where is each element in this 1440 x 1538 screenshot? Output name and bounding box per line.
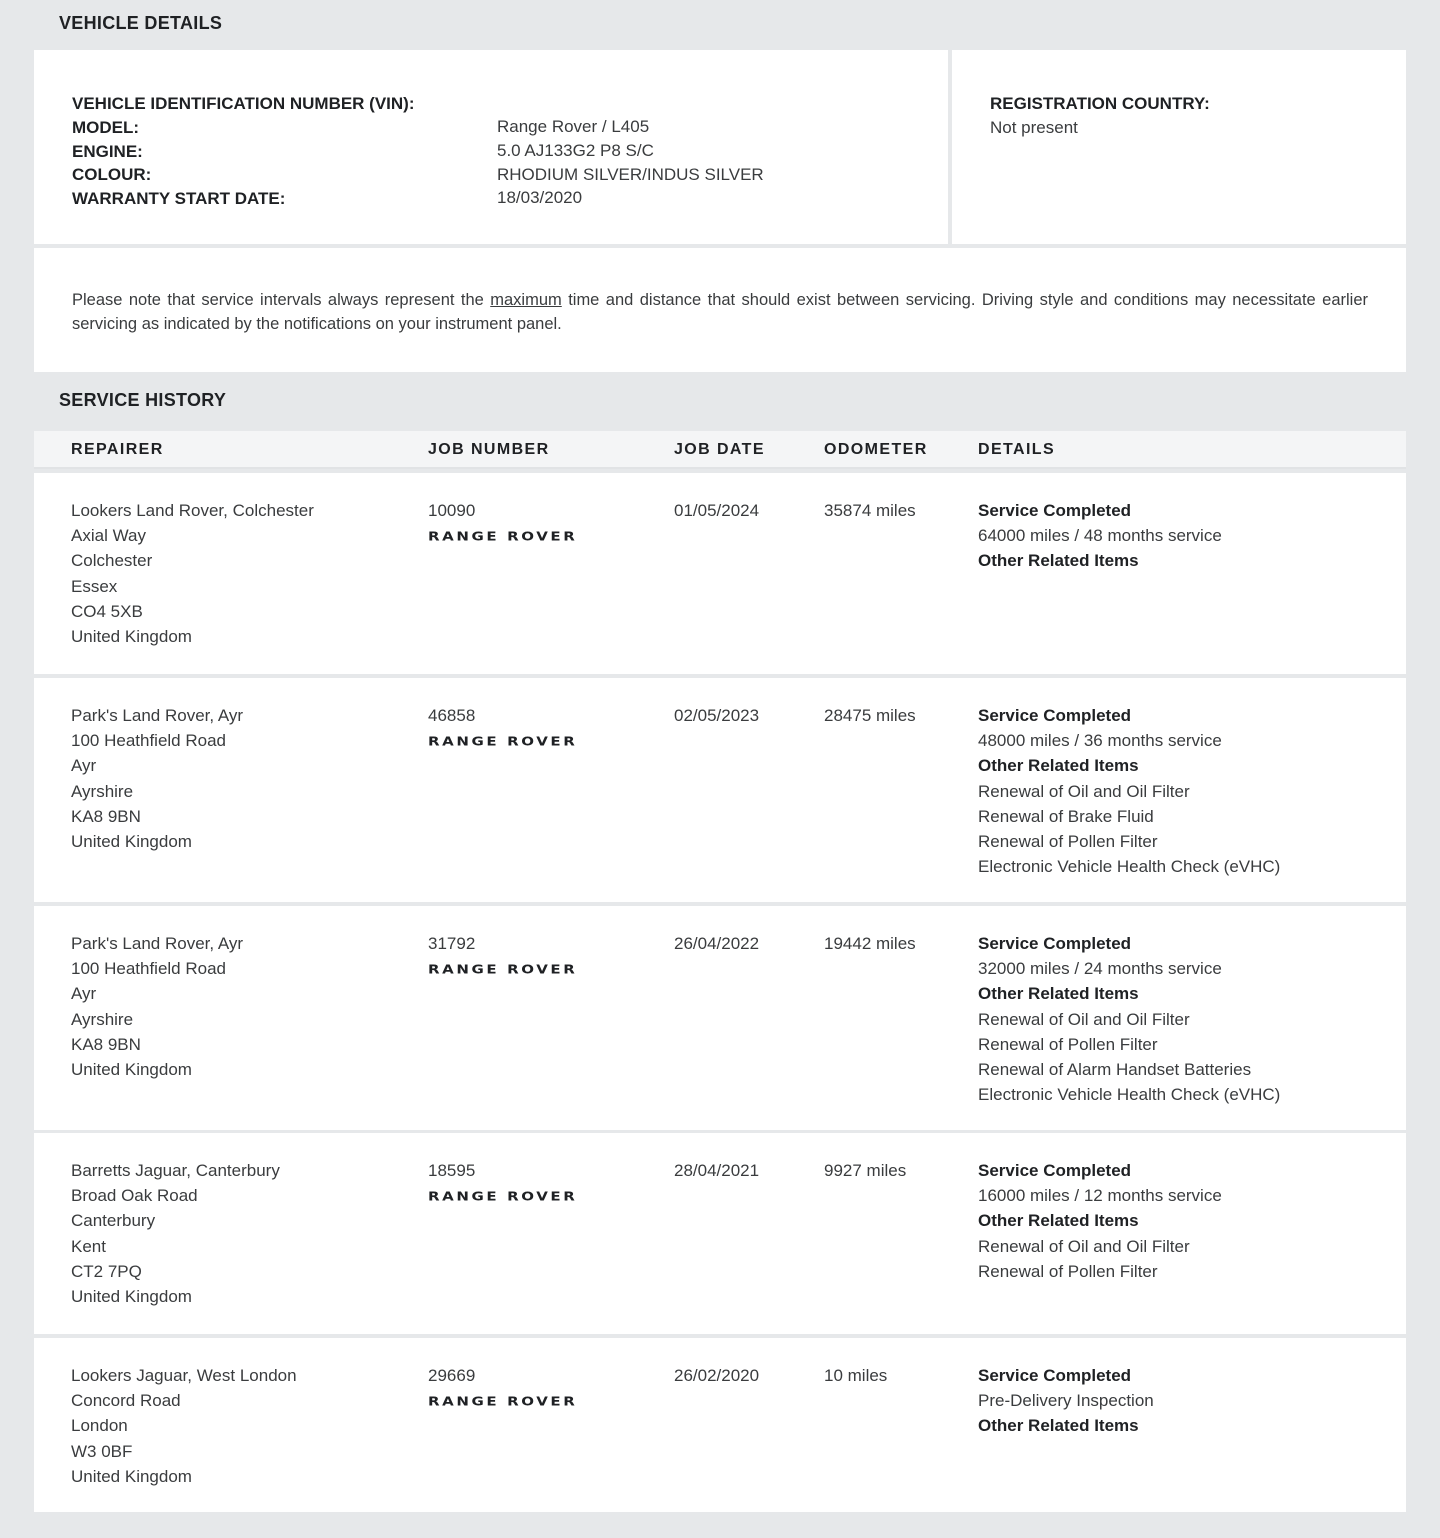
detail-heading: Other Related Items (978, 984, 1139, 1004)
service-details (978, 931, 1280, 1107)
detail-heading: Service Completed (978, 501, 1132, 520)
job-date: 28/04/2021 (674, 1161, 760, 1180)
repairer-line: Canterbury (71, 1211, 156, 1231)
repairer-address (71, 1363, 297, 1489)
detail-heading: Service Completed (978, 706, 1132, 725)
range-rover-logo: RANGE ROVER (428, 733, 578, 750)
repairer-line: Ayr (71, 756, 97, 776)
vehicle-values (497, 115, 764, 210)
detail-heading: Other Related Items (978, 1211, 1139, 1231)
repairer-line: Lookers Jaguar, West London (71, 1366, 297, 1385)
repairer-line: Essex (71, 576, 118, 596)
range-rover-logo: RANGE ROVER (428, 961, 578, 978)
service-history-title: SERVICE HISTORY (59, 390, 227, 410)
engine-label: ENGINE: (72, 141, 143, 161)
service-details (978, 498, 1222, 574)
repairer-line: Ayrshire (71, 781, 134, 801)
odometer-reading: 28475 miles (824, 706, 916, 725)
detail-heading: Service Completed (978, 1366, 1132, 1385)
header-details: DETAILS (978, 441, 1056, 458)
detail-heading: Service Completed (978, 934, 1132, 953)
detail-item: Renewal of Oil and Oil Filter (978, 1236, 1190, 1256)
detail-item: 48000 miles / 36 months service (978, 731, 1222, 751)
job-number: 29669 (428, 1366, 476, 1385)
header-job-date: JOB DATE (674, 441, 765, 458)
detail-heading: Other Related Items (978, 1416, 1139, 1436)
table-row (34, 906, 1406, 1130)
note-text-before: Please note that service intervals always represent the (72, 291, 491, 309)
table-row (34, 1133, 1406, 1334)
detail-item: Pre-Delivery Inspection (978, 1391, 1154, 1411)
job-number: 46858 (428, 706, 476, 725)
service-table-header (34, 431, 1406, 469)
repairer-line: CO4 5XB (71, 601, 143, 621)
repairer-line: Ayrshire (71, 1009, 134, 1029)
job-number: 18595 (428, 1161, 476, 1180)
job-number-cell (428, 931, 577, 984)
detail-item: 32000 miles / 24 months service (978, 959, 1222, 979)
repairer-address (71, 1158, 280, 1309)
note-emphasis: maximum (490, 291, 562, 309)
repairer-line: Lookers Land Rover, Colchester (71, 501, 314, 520)
header-repairer: REPAIRER (71, 441, 164, 458)
job-date: 01/05/2024 (674, 501, 760, 520)
repairer-line: London (71, 1416, 128, 1436)
vehicle-details-title: VEHICLE DETAILS (59, 13, 223, 33)
vehicle-details-panel (34, 50, 948, 244)
service-details (978, 1363, 1154, 1439)
detail-item: Renewal of Pollen Filter (978, 1034, 1158, 1054)
repairer-line: W3 0BF (71, 1441, 133, 1461)
detail-item: 16000 miles / 12 months service (978, 1186, 1222, 1206)
detail-item: Renewal of Oil and Oil Filter (978, 781, 1190, 801)
warranty-value: 18/03/2020 (497, 188, 583, 208)
model-label: MODEL: (72, 117, 140, 137)
colour-value: RHODIUM SILVER/INDUS SILVER (497, 164, 764, 184)
repairer-line: Colchester (71, 551, 153, 571)
job-number: 10090 (428, 501, 476, 520)
registration-panel (952, 50, 1406, 244)
job-number: 31792 (428, 934, 476, 953)
range-rover-logo: RANGE ROVER (428, 1393, 578, 1410)
repairer-line: Park's Land Rover, Ayr (71, 706, 244, 725)
job-number-cell (428, 1363, 577, 1416)
registration-country-label: REGISTRATION COUNTRY: (990, 94, 1210, 113)
repairer-line: KA8 9BN (71, 806, 141, 826)
repairer-line: Ayr (71, 984, 97, 1004)
repairer-line: CT2 7PQ (71, 1261, 142, 1281)
odometer-reading: 19442 miles (824, 934, 916, 953)
repairer-line: United Kingdom (71, 627, 192, 647)
detail-item: Renewal of Pollen Filter (978, 1261, 1158, 1281)
repairer-address (71, 931, 243, 1082)
detail-heading: Other Related Items (978, 756, 1139, 776)
detail-item: Renewal of Oil and Oil Filter (978, 1009, 1190, 1029)
header-job-number: JOB NUMBER (428, 441, 550, 458)
range-rover-logo: RANGE ROVER (428, 1188, 578, 1205)
detail-item: Electronic Vehicle Health Check (eVHC) (978, 857, 1281, 877)
detail-item: Renewal of Pollen Filter (978, 832, 1158, 852)
repairer-line: Axial Way (71, 526, 146, 546)
job-date: 26/04/2022 (674, 934, 760, 953)
detail-heading: Service Completed (978, 1161, 1132, 1180)
header-odometer: ODOMETER (824, 441, 928, 458)
repairer-line: United Kingdom (71, 1466, 192, 1486)
job-number-cell (428, 498, 577, 551)
repairer-line: KA8 9BN (71, 1034, 141, 1054)
model-value: Range Rover / L405 (497, 117, 650, 136)
repairer-line: Park's Land Rover, Ayr (71, 934, 244, 953)
repairer-line: 100 Heathfield Road (71, 959, 227, 979)
detail-item: Renewal of Brake Fluid (978, 806, 1154, 826)
repairer-address (71, 498, 314, 649)
table-row (34, 1338, 1406, 1512)
engine-value: 5.0 AJ133G2 P8 S/C (497, 140, 654, 160)
registration-country-value: Not present (990, 118, 1078, 137)
detail-item: Renewal of Alarm Handset Batteries (978, 1060, 1252, 1080)
repairer-line: 100 Heathfield Road (71, 731, 227, 751)
detail-heading: Other Related Items (978, 551, 1139, 571)
vin-label: VEHICLE IDENTIFICATION NUMBER (VIN): (72, 94, 415, 113)
service-interval-note (72, 288, 1368, 336)
vehicle-labels (72, 92, 415, 211)
repairer-line: Barretts Jaguar, Canterbury (71, 1161, 280, 1180)
range-rover-logo: RANGE ROVER (428, 528, 578, 545)
service-note-panel (34, 248, 1406, 372)
table-row (34, 473, 1406, 674)
odometer-reading: 10 miles (824, 1366, 888, 1385)
detail-item: Electronic Vehicle Health Check (eVHC) (978, 1085, 1281, 1105)
repairer-line: United Kingdom (71, 1287, 192, 1307)
repairer-address (71, 703, 243, 854)
warranty-label: WARRANTY START DATE: (72, 189, 286, 209)
job-number-cell (428, 1158, 577, 1211)
repairer-line: Concord Road (71, 1391, 181, 1411)
note-text-after: time and distance that should exist between servicing. Driving style and conditions may necessitate earlier servicing as indicated by the notifications on your instrument panel. (72, 291, 1368, 333)
repairer-line: United Kingdom (71, 832, 192, 852)
colour-label: COLOUR: (72, 165, 152, 185)
service-details (978, 703, 1280, 879)
job-number-cell (428, 703, 577, 756)
repairer-line: United Kingdom (71, 1060, 192, 1080)
odometer-reading: 35874 miles (824, 501, 916, 520)
job-date: 02/05/2023 (674, 706, 760, 725)
job-date: 26/02/2020 (674, 1366, 760, 1385)
page (4, 0, 1436, 1538)
repairer-line: Kent (71, 1236, 106, 1256)
detail-item: 64000 miles / 48 months service (978, 526, 1222, 546)
service-details (978, 1158, 1222, 1284)
repairer-line: Broad Oak Road (71, 1186, 198, 1206)
table-row (34, 678, 1406, 902)
odometer-reading: 9927 miles (824, 1161, 907, 1180)
